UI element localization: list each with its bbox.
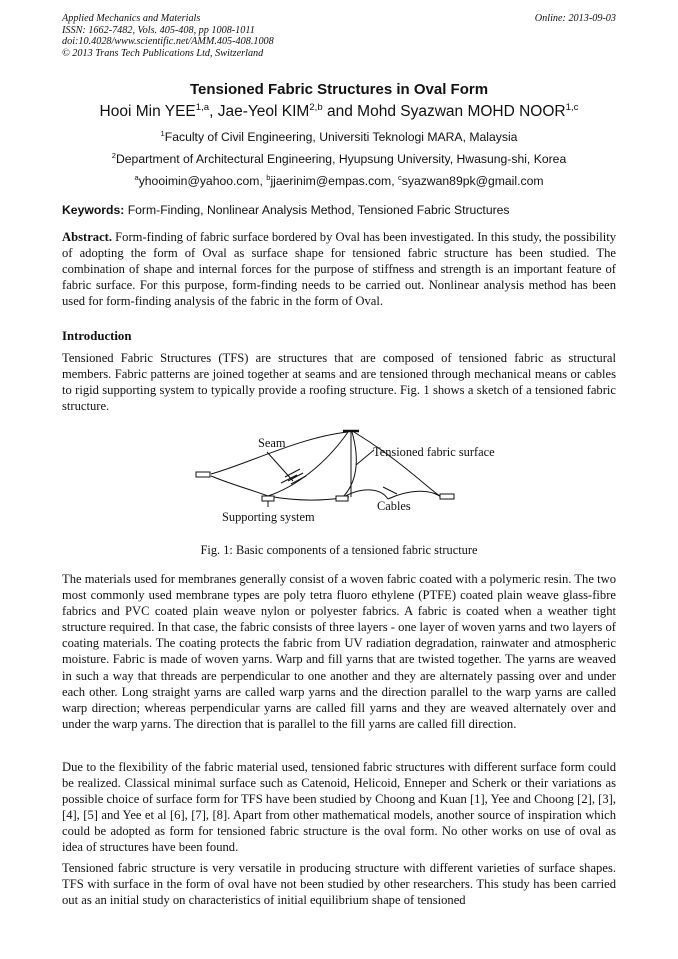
abstract-text: Form-finding of fabric surface bordered by Oval has been investigated. In this study, the possibility of adopting the form of Oval as surface shape for tensioned fabric structure has been studied. The combination of shape and internal forces for the purpose of stiffness and strength is an important feature of fabric surface. For this purpose, form-finding needs to be carried out. Nonlinear analysis method has been used for form-finding analysis of the fabric in the form of Oval. [62,230,616,309]
affiliation-2 [0,152,678,166]
affiliation-text: Faculty of Civil Engineering, Universiti Teknologi MARA, Malaysia [164,130,518,144]
affiliation-1 [0,130,678,144]
paper-title: Tensioned Fabric Structures in Oval Form [189,81,489,98]
author-name: Hooi Min YEE [99,103,196,120]
email-address[interactable]: jjaerinim@empas.com [270,174,392,188]
anchor-middle [336,496,348,501]
author-separator: and [322,103,358,120]
label-fabric-surface: Tensioned fabric surface [373,445,495,459]
intro-paragraph-1: Tensioned Fabric Structures (TFS) are structures that are composed of tensioned fabric as structural members. Fabric patterns are joined together at seams and are tensioned through mechanical means or cables to rigid supporting system to typically provide a roofing structure. Fig. 1 shows a sketch of a tensioned fabric structure. [62,351,616,414]
anchor-left [196,472,210,477]
issn-line: ISSN: 1662-7482, Vols. 405-408, pp 1008-1011 [62,24,255,36]
cable-curve-2 [388,491,441,499]
keywords [62,203,616,217]
abstract [62,229,616,309]
copyright-line: © 2013 Trans Tech Publications Ltd, Switzerland [62,47,264,59]
email-address[interactable]: yhooimin@yahoo.com [138,174,260,188]
author-sup: 1,c [565,101,579,113]
author-sup: 1,a [195,101,210,113]
label-cables: Cables [377,499,411,513]
keywords-text: Form-Finding, Nonlinear Analysis Method, Tensioned Fabric Structures [127,203,510,217]
journal-name: Applied Mechanics and Materials [62,13,201,24]
cable-curve-3 [268,496,342,500]
affiliation-text: Department of Architectural Engineering, Hyupsung University, Hwasung-shi, Korea [115,152,567,166]
email-sup: a [134,172,139,182]
label-supporting-system: Supporting system [222,510,315,524]
section-heading-introduction: Introduction [62,329,132,343]
cables-pointer [383,487,397,494]
email-separator: , [391,174,398,188]
figure-caption: Fig. 1: Basic components of a tensioned fabric structure [200,543,478,557]
intro-paragraph-2: The materials used for membranes generally consist of a woven fabric coated with a polymeric resin. The two most commonly used membrane types are poly tetra fluoro ethylene (PTFE) coated plain weave glass-fibre fabrics and PVC coated plain weave nylon or polyester fabrics. A fabric is coated when a weather tight structure required. In that case, the fabric consists of three layers - one layer of woven yarns and two layers of coating materials. The coating protects the fabric from UV radiation degradation, rainwater and atmospheric moisture. Fabric is made of woven yarns. Warp and fill yarns that are twisted together. The yarns are weaved in such a way that threads are perpendicular to one another and they are alternately passing over and under each other. Long straight yarns are called warp yarns and the direction parallel to the warp yarns are called warp direction; whereas perpendicular yarns are called fill yarns and they are weaved alternately over and under the warp yarns. The direction that is parallel to the fill yarns are called fill direction. [62,572,616,731]
online-date: Online: 2013-09-03 [534,13,616,24]
author-name: Mohd Syazwan MOHD NOOR [357,103,566,120]
intro-paragraph-3: Due to the flexibility of the fabric material used, tensioned fabric structures with different surface form could be realized. Classical minimal surface such as Catenoid, Helicoid, Enneper and Scherk or their variations as possible choice of surface form for TFS have been studied by Choong and Kuan [1], Yee and Choong [2], [3], [4], [5] and Yee et al [6], [7], [8]. Apart from other mathematical models, another source of inspiration which could be adopted as form for tensioned fabric structure is the oval form. No other works on use of oval as idea of structures have been found. [62,760,616,855]
fabric-edge-left-lower [211,476,268,496]
label-seam: Seam [258,436,286,450]
abstract-label: Abstract. [62,230,113,244]
journal-header [62,13,616,59]
author-sup: 2,b [309,101,323,113]
email-sup: b [266,172,271,182]
email-address[interactable]: syazwan89pk@gmail.com [401,174,544,188]
doi-line: doi:10.4028/www.scientific.net/AMM.405-408.1008 [62,36,274,48]
surface-pointer [356,450,374,465]
figure-tensioned-fabric-structure [185,425,525,530]
email-separator: , [259,174,267,188]
author-list [0,103,678,121]
affiliation-sup: 1 [160,128,165,138]
seam-pointer [267,452,293,481]
cable-curve-1 [342,490,388,499]
author-separator: , [209,103,218,120]
anchor-support [262,496,274,501]
intro-paragraph-4: Tensioned fabric structure is very versatile in producing structure with different varieties of surface shapes. TFS with surface in the form of oval have not been studied by other researchers. This study has been carried out as an initial study on characteristics of initial equilibrium shape of tensioned [62,861,616,908]
author-name: Jae-Yeol KIM [217,103,310,120]
fabric-edge-right-upper [354,432,440,496]
keywords-label: Keywords: [62,203,125,217]
fabric-seam-right [342,432,356,498]
anchor-right [440,494,454,499]
email-line [0,174,678,188]
email-sup: c [397,172,402,182]
affiliation-sup: 2 [111,150,116,160]
